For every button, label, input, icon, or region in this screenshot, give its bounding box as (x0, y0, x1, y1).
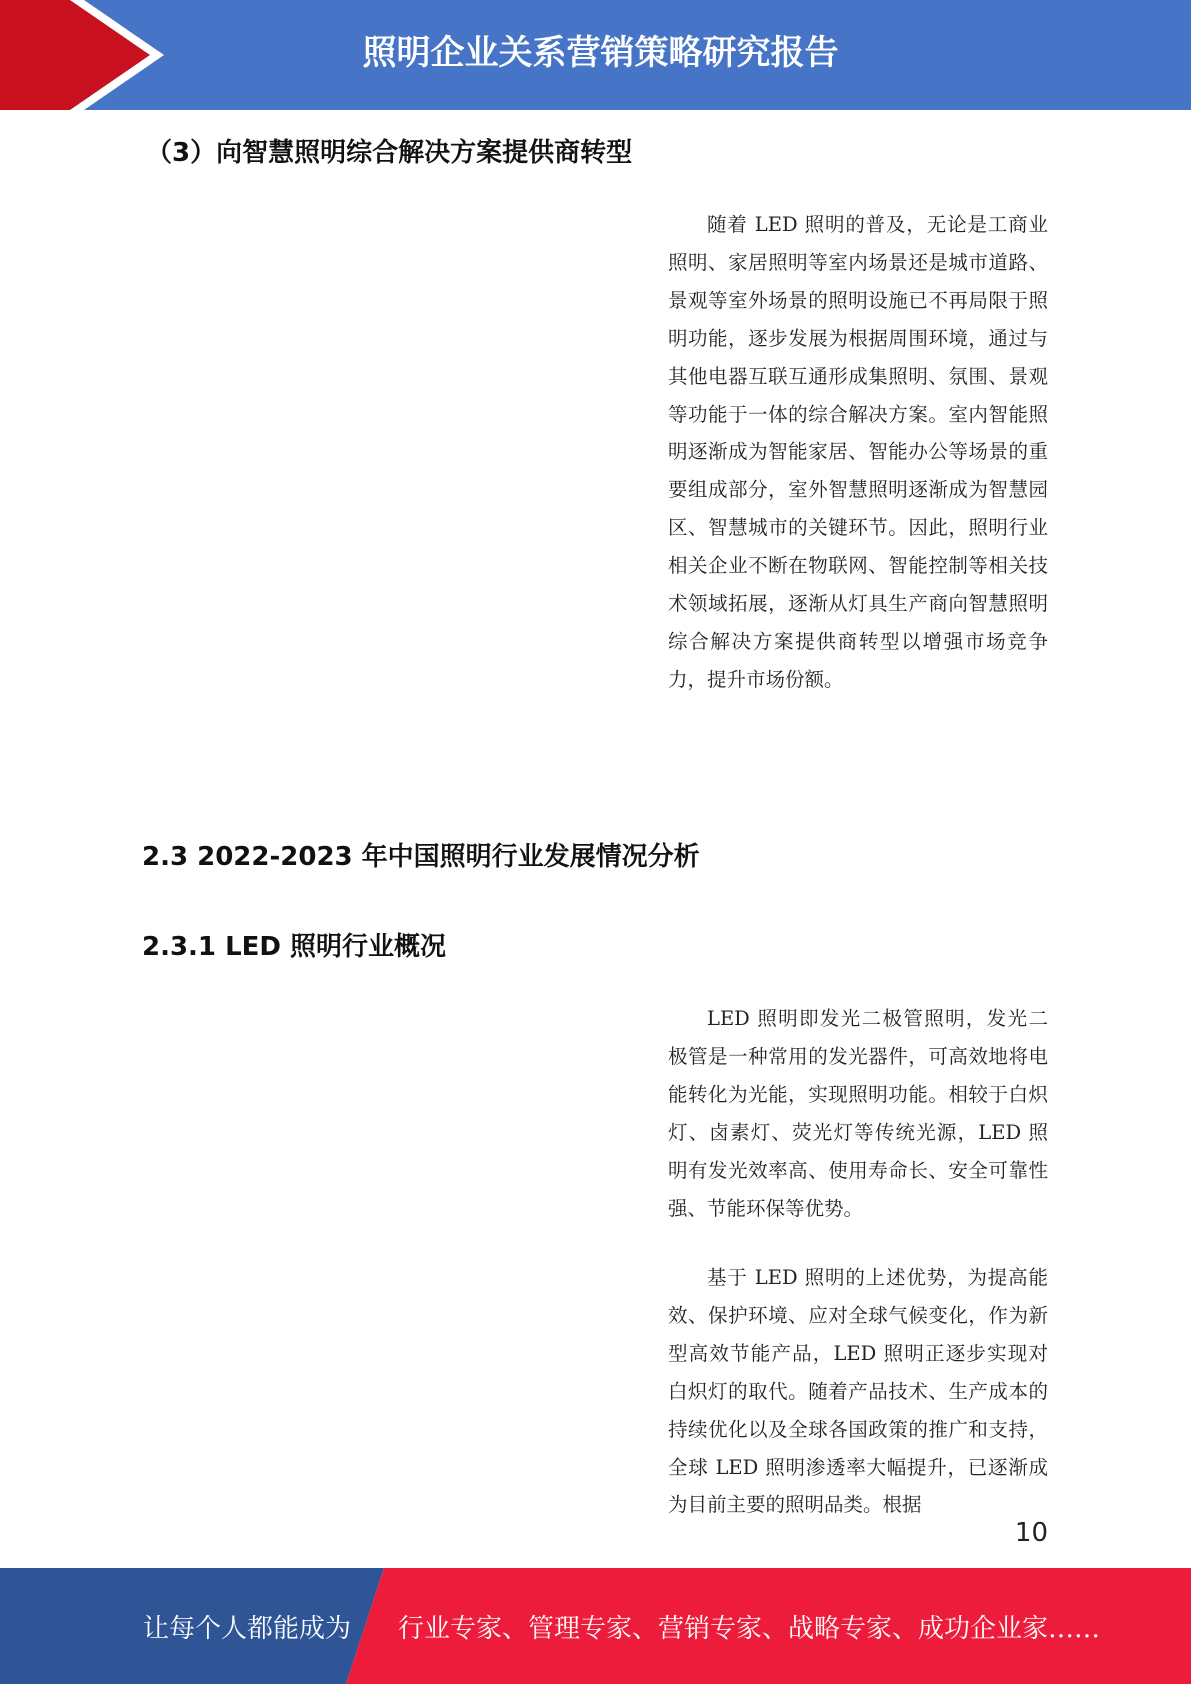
section-heading-2-3: 2.3 2022-2023 年中国照明行业发展情况分析 (142, 842, 700, 872)
footer-slogan-right: 行业专家、管理专家、营销专家、战略专家、成功企业家…… (398, 1614, 1101, 1644)
page-header (0, 0, 1191, 110)
paragraph-smart-lighting: 随着 LED 照明的普及，无论是工商业照明、家居照明等室内场景还是城市道路、景观等室外场景的照明设施已不再局限于照明功能，逐步发展为根据周围环境，通过与其他电器互联互通形成集照明、氛围、景观等功能于一体的综合解决方案。室内智能照明逐渐成为智能家居、智能办公等场景的重要组成部分，室外智慧照明逐渐成为智慧园区、智慧城市的关键环节。因此，照明行业相关企业不断在物联网、智能控制等相关技术领域拓展，逐渐从灯具生产商向智慧照明综合解决方案提供商转型以增强市场竞争力，提升市场份额。 (668, 213, 1048, 691)
paragraph-led-definition: LED 照明即发光二极管照明，发光二极管是一种常用的发光器件，可高效地将电能转化为光能，实现照明功能。相较于白炽灯、卤素灯、荧光灯等传统光源，LED 照明有发光效率高、使用寿命长、安全可靠性强、节能环保等优势。 (668, 1007, 1048, 1220)
page-number: 10 (1014, 1518, 1048, 1548)
section-heading-2-3-1: 2.3.1 LED 照明行业概况 (142, 932, 447, 962)
page-footer (0, 1568, 1191, 1684)
subheading-transformation: （3）向智慧照明综合解决方案提供商转型 (146, 138, 633, 168)
paragraph-led-advantages: 基于 LED 照明的上述优势，为提高能效、保护环境、应对全球气候变化，作为新型高效节能产品，LED 照明正逐步实现对白炽灯的取代。随着产品技术、生产成本的持续优化以及全球各国政策的推广和支持，全球 LED 照明渗透率大幅提升，已逐渐成为目前主要的照明品类。根据 (668, 1266, 1048, 1517)
footer-slogan-left: 让每个人都能成为 (143, 1614, 352, 1644)
header-title: 照明企业关系营销策略研究报告 (362, 33, 839, 73)
